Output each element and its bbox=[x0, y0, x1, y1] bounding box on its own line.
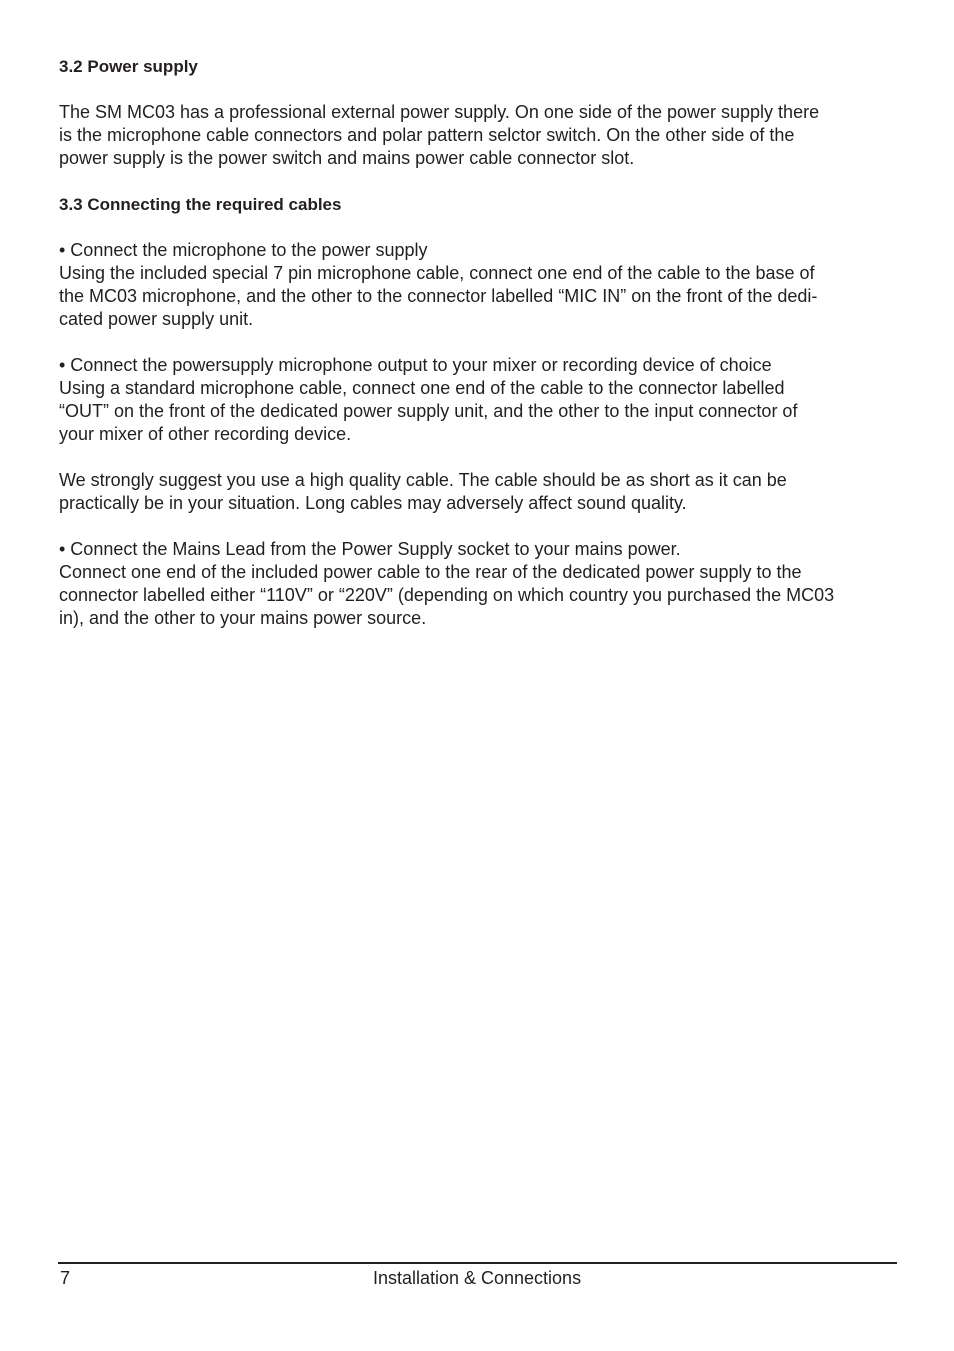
cable-advice-paragraph bbox=[59, 469, 899, 515]
connect-microphone-paragraph bbox=[59, 239, 899, 331]
text-line: “OUT” on the front of the dedicated power supply unit, and the other to the input connector of bbox=[59, 401, 798, 421]
text-line: practically be in your situation. Long cables may adversely affect sound quality. bbox=[59, 493, 687, 513]
text-line: your mixer of other recording device. bbox=[59, 424, 352, 444]
power-supply-paragraph bbox=[59, 101, 899, 170]
bullet-line: • Connect the powersupply microphone output to your mixer or recording device of choice bbox=[59, 355, 772, 375]
connect-mains-paragraph bbox=[59, 538, 899, 630]
connect-output-paragraph bbox=[59, 354, 899, 446]
text-line: Using a standard microphone cable, connect one end of the cable to the connector labelled bbox=[59, 378, 785, 398]
bullet-line: • Connect the Mains Lead from the Power Supply socket to your mains power. bbox=[59, 539, 681, 559]
bullet-line: • Connect the microphone to the power supply bbox=[59, 240, 428, 260]
page-content bbox=[59, 55, 899, 653]
text-line: connector labelled either “110V” or “220V” (depending on which country you purchased the MC03 bbox=[59, 585, 835, 605]
page-number: 7 bbox=[60, 1268, 71, 1288]
text-line: power supply is the power switch and mains power cable connector slot. bbox=[59, 148, 635, 168]
text-line: Using the included special 7 pin microphone cable, connect one end of the cable to the base of bbox=[59, 263, 815, 283]
text-line: in), and the other to your mains power source. bbox=[59, 608, 427, 628]
text-line: The SM MC03 has a professional external power supply. On one side of the power supply there bbox=[59, 102, 820, 122]
text-line: the MC03 microphone, and the other to the connector labelled “MIC IN” on the front of the dedi- bbox=[59, 286, 818, 306]
text-line: is the microphone cable connectors and polar pattern selctor switch. On the other side of the bbox=[59, 125, 795, 145]
section-heading-power-supply: 3.2 Power supply bbox=[59, 57, 198, 76]
footer-title: Installation & Connections bbox=[372, 1268, 582, 1288]
footer-divider bbox=[58, 1262, 897, 1264]
text-line: Connect one end of the included power cable to the rear of the dedicated power supply to the bbox=[59, 562, 802, 582]
section-heading-connecting-cables: 3.3 Connecting the required cables bbox=[59, 195, 342, 214]
text-line: We strongly suggest you use a high quality cable. The cable should be as short as it can be bbox=[59, 470, 787, 490]
text-line: cated power supply unit. bbox=[59, 309, 254, 329]
